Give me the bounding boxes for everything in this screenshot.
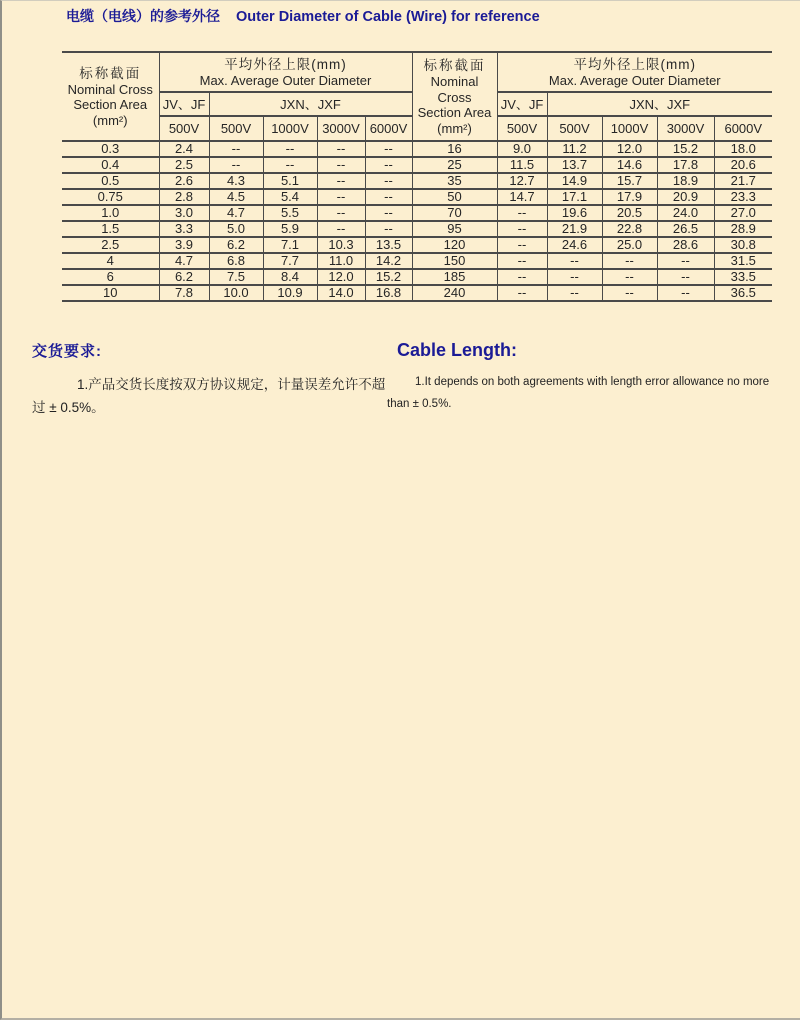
diameter-value: 20.6 xyxy=(714,157,772,173)
diameter-value: 6.2 xyxy=(159,269,209,285)
diameter-value: 16.8 xyxy=(365,285,412,301)
nominal-en1: Nominal Cross xyxy=(67,81,153,97)
cross-section-value: 1.5 xyxy=(62,221,159,237)
diameter-value: 13.5 xyxy=(365,237,412,253)
diameter-value: 8.4 xyxy=(263,269,317,285)
nominal-en1: Nominal Cross xyxy=(430,74,479,105)
cross-section-value: 10 xyxy=(62,285,159,301)
table-row xyxy=(62,157,772,173)
diameter-value: -- xyxy=(317,189,365,205)
avg-en: Max. Average Outer Diameter xyxy=(199,73,372,88)
diameter-value: 4.7 xyxy=(209,205,263,221)
diameter-value: 7.5 xyxy=(209,269,263,285)
diameter-value: 11.0 xyxy=(317,253,365,269)
cable-length-heading: Cable Length: xyxy=(397,340,517,360)
cross-section-value: 0.3 xyxy=(62,141,159,157)
diameter-value: -- xyxy=(317,173,365,189)
diameter-value: 24.6 xyxy=(547,237,602,253)
table-row xyxy=(62,173,772,189)
cable-diameter-table xyxy=(62,51,772,302)
diameter-value: -- xyxy=(602,269,657,285)
diameter-value: -- xyxy=(547,285,602,301)
diameter-value: 9.0 xyxy=(497,141,547,157)
diameter-value: 5.9 xyxy=(263,221,317,237)
diameter-value: 3.9 xyxy=(159,237,209,253)
cross-section-value: 240 xyxy=(412,285,497,301)
diameter-value: 5.0 xyxy=(209,221,263,237)
diameter-value: 7.7 xyxy=(263,253,317,269)
diameter-value: -- xyxy=(365,205,412,221)
diameter-value: 18.9 xyxy=(657,173,714,189)
diameter-value: 23.3 xyxy=(714,189,772,205)
page-title-en: Outer Diameter of Cable (Wire) for reference xyxy=(236,9,540,25)
diameter-value: 22.8 xyxy=(602,221,657,237)
delivery-requirements-text: 1.产品交货长度按双方协议规定，计量误差允许不超过 ± 0.5%。 xyxy=(32,377,386,415)
diameter-value: 4.7 xyxy=(159,253,209,269)
diameter-value: 2.5 xyxy=(159,157,209,173)
voltage-header: 500V xyxy=(209,116,263,141)
diameter-value: 26.5 xyxy=(657,221,714,237)
group-jxn-jxf-right: JXN、JXF xyxy=(547,92,772,116)
diameter-value: 27.0 xyxy=(714,205,772,221)
cross-section-value: 185 xyxy=(412,269,497,285)
diameter-value: 13.7 xyxy=(547,157,602,173)
diameter-value: -- xyxy=(317,157,365,173)
cable-length-note xyxy=(387,340,772,419)
diameter-value: -- xyxy=(497,269,547,285)
diameter-value: -- xyxy=(547,269,602,285)
avg-zh: 平均外径上限(mm) xyxy=(573,57,697,72)
nominal-en2: Section Area xyxy=(417,105,492,120)
diameter-value: 5.1 xyxy=(263,173,317,189)
diameter-value: 4.3 xyxy=(209,173,263,189)
diameter-value: 18.0 xyxy=(714,141,772,157)
diameter-value: -- xyxy=(497,205,547,221)
diameter-value: 6.2 xyxy=(209,237,263,253)
table-row xyxy=(62,221,772,237)
nominal-cross-header-left xyxy=(62,52,159,141)
diameter-value: 12.7 xyxy=(497,173,547,189)
diameter-value: 21.9 xyxy=(547,221,602,237)
diameter-value: -- xyxy=(263,141,317,157)
diameter-value: 3.0 xyxy=(159,205,209,221)
diameter-value: 28.9 xyxy=(714,221,772,237)
diameter-value: 10.9 xyxy=(263,285,317,301)
diameter-value: 14.0 xyxy=(317,285,365,301)
nominal-zh: 标称截面 xyxy=(423,58,486,73)
diameter-value: 2.4 xyxy=(159,141,209,157)
diameter-value: 14.6 xyxy=(602,157,657,173)
voltage-header: 3000V xyxy=(657,116,714,141)
diameter-value: -- xyxy=(365,141,412,157)
cross-section-value: 0.5 xyxy=(62,173,159,189)
diameter-value: 2.6 xyxy=(159,173,209,189)
diameter-value: -- xyxy=(365,221,412,237)
diameter-value: 7.8 xyxy=(159,285,209,301)
diameter-value: 14.9 xyxy=(547,173,602,189)
table-row xyxy=(62,205,772,221)
cross-section-value: 2.5 xyxy=(62,237,159,253)
cross-section-value: 1.0 xyxy=(62,205,159,221)
table-row xyxy=(62,189,772,205)
voltage-header: 1000V xyxy=(263,116,317,141)
diameter-value: 10.0 xyxy=(209,285,263,301)
voltage-header: 500V xyxy=(547,116,602,141)
diameter-value: 33.5 xyxy=(714,269,772,285)
voltage-header: 1000V xyxy=(602,116,657,141)
page-title-zh: 电缆（电线）的参考外径 xyxy=(66,8,220,24)
diameter-value: -- xyxy=(317,141,365,157)
diameter-value: 31.5 xyxy=(714,253,772,269)
cross-section-value: 120 xyxy=(412,237,497,253)
voltage-header: 500V xyxy=(497,116,547,141)
diameter-value: -- xyxy=(365,189,412,205)
voltage-header: 500V xyxy=(159,116,209,141)
diameter-value: 30.8 xyxy=(714,237,772,253)
avg-diameter-header-left xyxy=(159,52,412,92)
diameter-value: -- xyxy=(497,253,547,269)
diameter-value: -- xyxy=(317,221,365,237)
diameter-value: -- xyxy=(365,157,412,173)
diameter-value: -- xyxy=(547,253,602,269)
nominal-zh: 标称截面 xyxy=(79,65,142,81)
group-jv-jf-left: JV、JF xyxy=(159,92,209,116)
table-row xyxy=(62,285,772,301)
diameter-value: 3.3 xyxy=(159,221,209,237)
notes-section xyxy=(2,340,800,419)
cross-section-value: 0.4 xyxy=(62,157,159,173)
diameter-value: 15.2 xyxy=(365,269,412,285)
cross-section-value: 70 xyxy=(412,205,497,221)
diameter-value: 15.2 xyxy=(657,141,714,157)
diameter-value: 12.0 xyxy=(317,269,365,285)
diameter-value: -- xyxy=(497,285,547,301)
diameter-value: 19.6 xyxy=(547,205,602,221)
voltage-header: 6000V xyxy=(365,116,412,141)
diameter-value: 14.7 xyxy=(497,189,547,205)
cross-section-value: 50 xyxy=(412,189,497,205)
diameter-value: 4.5 xyxy=(209,189,263,205)
avg-zh: 平均外径上限(mm) xyxy=(224,57,347,72)
diameter-value: 15.7 xyxy=(602,173,657,189)
table-body xyxy=(62,141,772,301)
diameter-value: 5.5 xyxy=(263,205,317,221)
header-row-1 xyxy=(62,52,772,92)
delivery-requirements-heading: 交货要求: xyxy=(32,343,102,360)
diameter-value: -- xyxy=(497,237,547,253)
group-jv-jf-right: JV、JF xyxy=(497,92,547,116)
diameter-value: -- xyxy=(602,285,657,301)
table-row xyxy=(62,141,772,157)
diameter-value: 25.0 xyxy=(602,237,657,253)
diameter-value: -- xyxy=(209,157,263,173)
diameter-value: -- xyxy=(657,269,714,285)
diameter-value: 17.9 xyxy=(602,189,657,205)
diameter-value: -- xyxy=(209,141,263,157)
nominal-en2: Section Area xyxy=(73,97,148,113)
avg-diameter-header-right xyxy=(497,52,772,92)
diameter-value: 11.5 xyxy=(497,157,547,173)
diameter-value: -- xyxy=(657,253,714,269)
diameter-value: 36.5 xyxy=(714,285,772,301)
diameter-value: 2.8 xyxy=(159,189,209,205)
diameter-value: 12.0 xyxy=(602,141,657,157)
diameter-value: 17.1 xyxy=(547,189,602,205)
diameter-value: 5.4 xyxy=(263,189,317,205)
nominal-unit: (mm²) xyxy=(92,112,128,128)
diameter-value: 28.6 xyxy=(657,237,714,253)
avg-en: Max. Average Outer Diameter xyxy=(548,73,721,88)
table-row xyxy=(62,269,772,285)
diameter-value: -- xyxy=(317,205,365,221)
diameter-value: -- xyxy=(263,157,317,173)
diameter-value: 6.8 xyxy=(209,253,263,269)
nominal-cross-header-right xyxy=(412,52,497,141)
cross-section-value: 35 xyxy=(412,173,497,189)
cross-section-value: 4 xyxy=(62,253,159,269)
diameter-value: -- xyxy=(602,253,657,269)
cross-section-value: 6 xyxy=(62,269,159,285)
diameter-value: 14.2 xyxy=(365,253,412,269)
cross-section-value: 95 xyxy=(412,221,497,237)
cable-length-text: 1.It depends on both agreements with length error allowance no more than ± 0.5%. xyxy=(387,376,770,410)
diameter-value: 11.2 xyxy=(547,141,602,157)
diameter-value: -- xyxy=(365,173,412,189)
cross-section-value: 0.75 xyxy=(62,189,159,205)
voltage-header: 6000V xyxy=(714,116,772,141)
diameter-value: 7.1 xyxy=(263,237,317,253)
diameter-value: 10.3 xyxy=(317,237,365,253)
diameter-value: 17.8 xyxy=(657,157,714,173)
diameter-value: -- xyxy=(497,221,547,237)
table-row xyxy=(62,253,772,269)
table-row xyxy=(62,237,772,253)
diameter-value: 21.7 xyxy=(714,173,772,189)
diameter-value: 20.9 xyxy=(657,189,714,205)
diameter-value: 24.0 xyxy=(657,205,714,221)
voltage-header: 3000V xyxy=(317,116,365,141)
nominal-unit: (mm²) xyxy=(437,120,472,136)
group-jxn-jxf-left: JXN、JXF xyxy=(209,92,412,116)
cross-section-value: 16 xyxy=(412,141,497,157)
cross-section-value: 150 xyxy=(412,253,497,269)
diameter-value: -- xyxy=(657,285,714,301)
delivery-requirements-note xyxy=(2,340,387,419)
cross-section-value: 25 xyxy=(412,157,497,173)
diameter-value: 20.5 xyxy=(602,205,657,221)
page-title xyxy=(2,1,800,26)
